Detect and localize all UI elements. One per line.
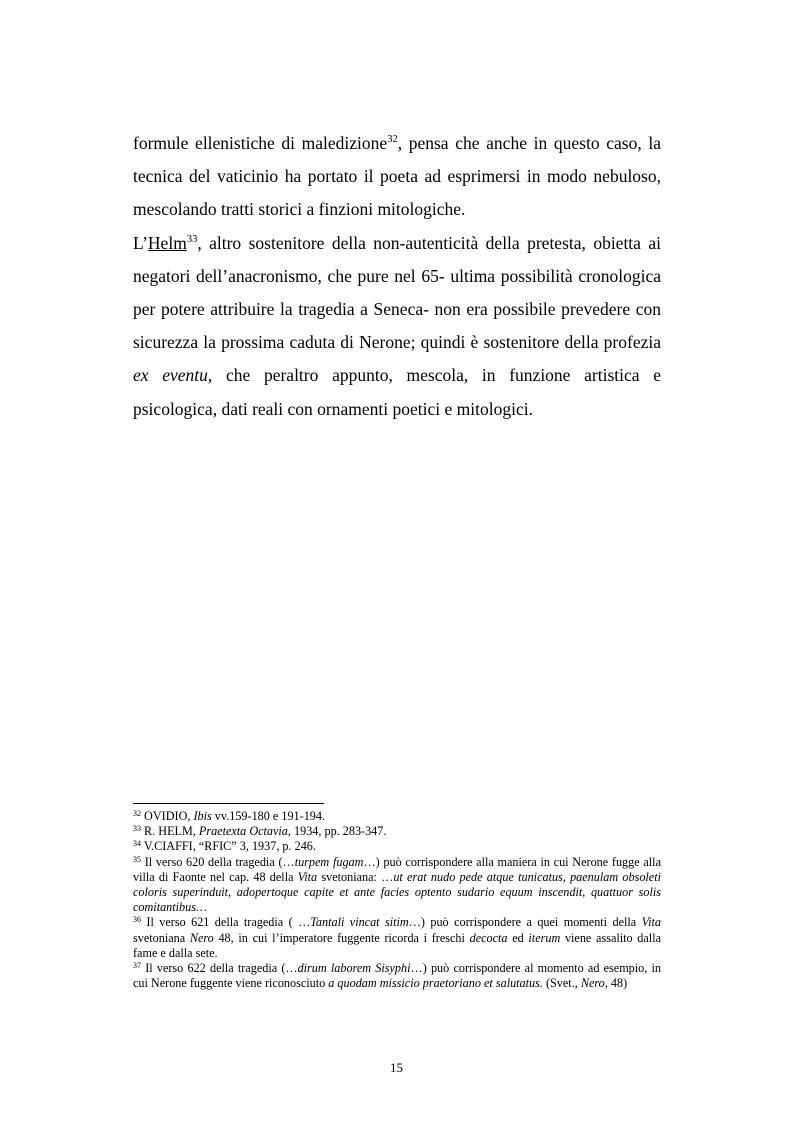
footnote-number: 35 [133, 854, 141, 864]
paragraph [133, 227, 661, 426]
footnotes [133, 809, 661, 991]
footnote-number: 32 [133, 809, 141, 818]
footnote-35: $^{35}$ Il verso 620 della tragedia (…turpem fugam…) può corrispondere alla maniera in cui Nerone fugge alla villa di Faonte nel cap. 48 della Vita svetoniana: …ut erat nudo pede atque tunicatus, paenulam obsoleti coloris superinduit, adopertoque capite et ante facies optento sudario equum inscendit, quattuor solis comitantibus… [133, 854, 661, 915]
footnote-number: 37 [133, 961, 141, 971]
text-run: , altro sostenitore della non-autenticità della pretesta, obietta ai negatori dell’anacronismo, che pure nel 65- ultima possibilità cronologica per potere attribuire la tragedia a Seneca- non era possibile prevedere con sicurezza la prossima caduta di Nerone; quindi è sostenitore della profezia [133, 232, 661, 353]
footnote-37: $^{37}$ Il verso 622 della tragedia (…dirum laborem Sisyphi…) può corrispondere al momento ad esempio, in cui Nerone fuggente viene riconosciuto a quodam missicio praetoriano et salutatus. (Svet., Nero, 48) [133, 961, 661, 991]
footnote-number: 34 [133, 839, 141, 849]
italic-term: ex eventu [133, 365, 208, 386]
footnote-number: 33 [133, 824, 141, 834]
footnote-separator [133, 803, 324, 804]
footnote-number: 36 [133, 915, 141, 925]
text-run: , che peraltro appunto, mescola, in funzione artistica e psicologica, dati reali con ornamenti poetici e mitologici. [133, 365, 661, 419]
footnote-ref-32[interactable]: 32 [387, 134, 398, 145]
text-run: formule ellenistiche di maledizione [133, 133, 388, 153]
body-text [133, 127, 661, 426]
author-name-underlined: Helm [147, 232, 187, 253]
footnote-36: $^{36}$ Il verso 621 della tragedia ( …Tantali vincat sitim…) può corrispondere a quei momenti della Vita svetoniana Nero 48, in cui l’imperatore fuggente ricorda i freschi decocta ed iterum viene assalito dalla fame e dalla sete. [133, 915, 661, 960]
page-number: 15 [390, 1060, 403, 1075]
footnote-34: $^{34}$ V.CIAFFI, “RFIC” 3, 1937, p. 246. [133, 839, 316, 854]
footnote-33: $^{33}$ R. HELM, Praetexta Octavia, 1934, pp. 283-347. [133, 824, 387, 839]
footnote-32: $^{32}$ OVIDIO, Ibis vv.159-180 e 191-194. [133, 809, 326, 823]
paragraph [133, 127, 661, 227]
text-run: L’ [133, 232, 148, 253]
text-run: , pensa che anche in questo caso, la tecnica del vaticinio ha portato il poeta ad esprimersi in modo nebuloso, mescolando tratti storici a finzioni mitologiche. [133, 133, 661, 220]
footnote-ref-33[interactable]: 33 [186, 233, 198, 245]
